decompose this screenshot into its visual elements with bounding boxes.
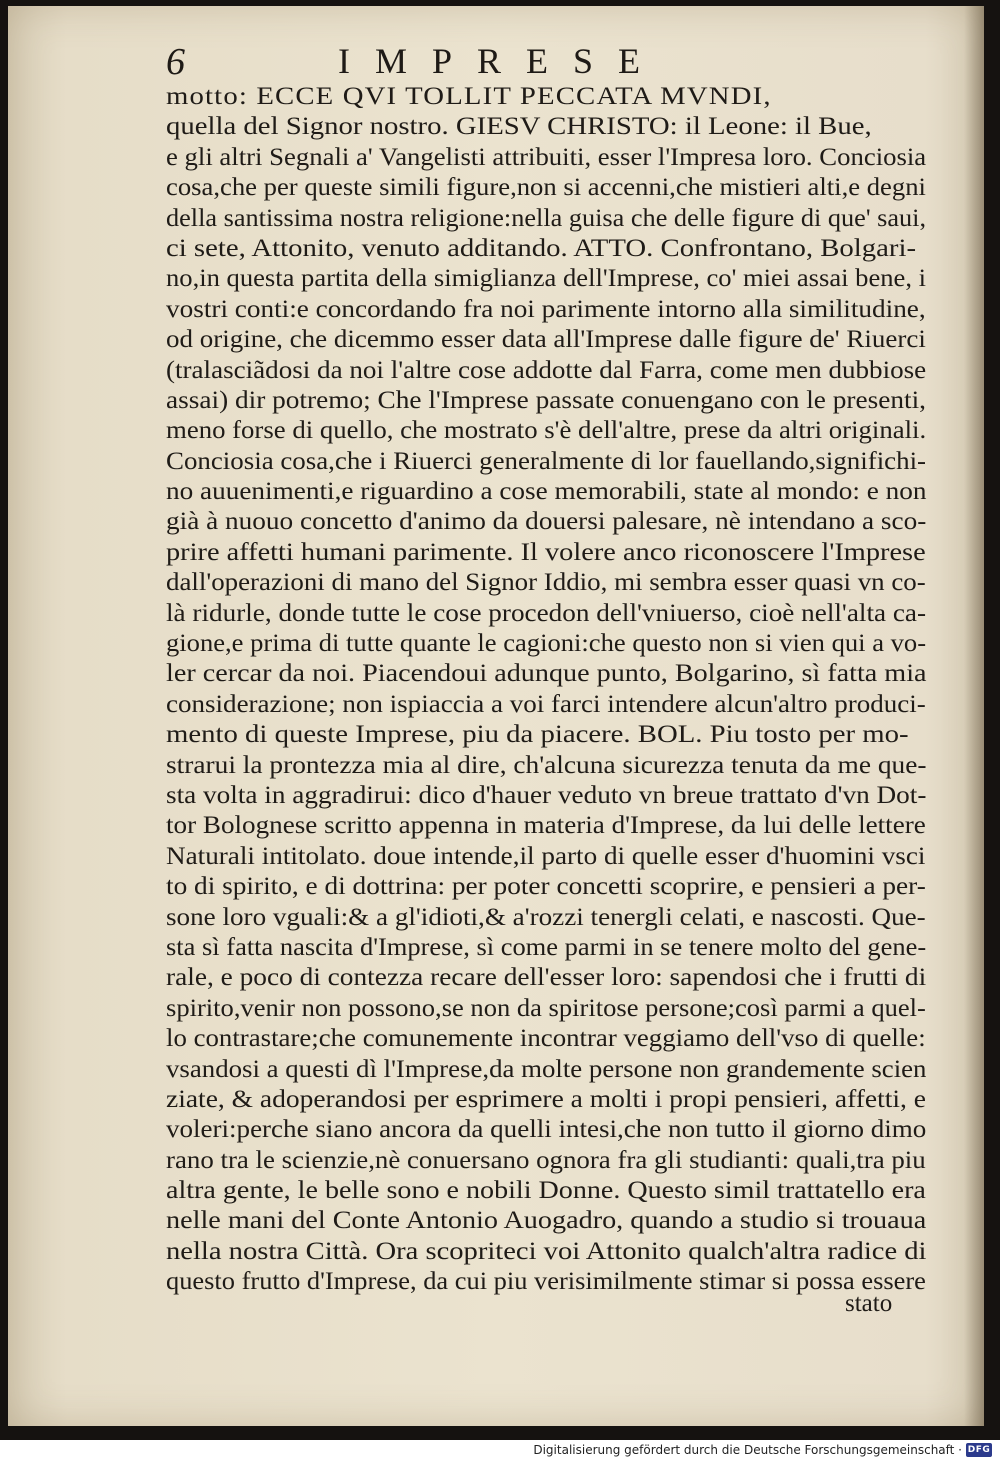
text-line: gione,e prima di tutte quante le cagioni:che questo non si vien qui a vo- [166,630,927,658]
digitization-footer [0,1440,1000,1462]
text-line: sta volta in aggradirui: dico d'hauer veduto vn breue trattato d'vn Dot- [166,781,927,809]
text-line: questo frutto d'Imprese, da cui piu verisimilmente stimar si possa essere [166,1268,926,1296]
text-line: considerazione; non ispiaccia a voi farci intendere alcun'altro produci- [166,690,926,718]
running-head: IMPRESE [338,41,666,81]
text-line: rano tra le scienzie,nè conuersano ognora fra gli studianti: quali,tra piu [166,1146,926,1174]
catchword: stato [845,1290,893,1317]
text-line: vsandosi a questi dì l'Imprese,da molte persone non grandemente scien [166,1055,927,1083]
text-line: Conciosia cosa,che i Riuerci generalmente di lor fauellando,significhi- [166,447,927,475]
text-line: voleri:perche siano ancora da quelli intesi,che non tutto il giorno dimo [166,1116,927,1144]
text-line: e gli altri Segnali a' Vangelisti attribuiti, esser l'Impresa loro. Conciosia [166,143,927,171]
text-line: là ridurle, donde tutte le cose procedon dell'vniuerso, cioè nell'alta ca- [166,599,927,627]
text-line: assai) dir potremo; Che l'Imprese passate conuengano con le presenti, [166,386,926,414]
text-line: nella nostra Città. Ora scopriteci voi Attonito qualch'altra radice di [166,1237,927,1265]
text-line: lo contrastare;che comunemente incontrar veggiamo dell'vso di quelle: [166,1025,926,1053]
text-line: della santissima nostra religione:nella guisa che delle figure di que' saui, [166,204,927,232]
text-line: quella del Signor nostro. GIESV CHRISTO: il Leone: il Bue, [166,113,872,141]
text-line: Naturali intitolato. doue intende,il parto di quelle esser d'huomini vsci [166,842,926,870]
text-line: motto: ECCE QVI TOLLIT PECCATA MVNDI, [166,83,772,110]
text-line: cosa,che per queste simili figure,non si accenni,che mistieri alti,e degni [166,174,926,202]
text-line: ziate, & adoperandosi per esprimere a molti i propi pensieri, affetti, e [166,1085,926,1113]
text-line: tor Bolognese scritto appenna in materia d'Imprese, da lui delle lettere [166,812,926,840]
text-line: nelle mani del Conte Antonio Auogadro, quando a studio si trouaua [166,1207,927,1235]
text-line: (tralasciãdosi da noi l'altre cose addotte dal Farra, come men dubbiose [166,356,927,384]
text-line: rale, e poco di contezza recare dell'esser loro: sapendosi che i frutti di [166,964,927,992]
text-line: no auuenimenti,e riguardino a cose memorabili, state al mondo: e non [166,478,927,506]
page-number: 6 [166,41,185,83]
text-line: sta sì fatta nascita d'Imprese, sì come parmi in se tenere molto del gene- [166,933,927,961]
text-line: od origine, che dicemmo esser data all'Imprese dalle figure de' Riuerci [166,326,926,354]
text-line: spirito,venir non possono,se non da spiritose persone;così parmi a quel- [166,994,926,1022]
text-line: to di spirito, e di dottrina: per poter concetti scoprire, e pensieri a per- [166,873,926,901]
text-line: prire affetti humani parimente. Il volere anco riconoscere l'Imprese [166,538,926,566]
text-line: ci sete, Attonito, venuto additando. ATTO. Confrontano, Bolgari- [166,234,917,262]
footer-credit: Digitalisierung gefördert durch die Deutsche Forschungsgemeinschaft · [533,1443,962,1457]
text-line: ler cercar da noi. Piacendoui adunque punto, Bolgarino, sì fatta mia [166,660,927,688]
text-line: strarui la prontezza mia al dire, ch'alcuna sicurezza tenuta da me que- [166,751,927,779]
text-line: no,in questa partita della simiglianza dell'Imprese, co' miei assai bene, i [166,265,927,293]
text-line: già à nuouo concetto d'animo da douersi palesare, nè intendano a sco- [166,508,927,536]
text-line: sone loro vguali:& a gl'idioti,& a'rozzi tenergli celati, e nascosti. Que- [166,903,926,931]
text-line: altra gente, le belle sono e nobili Donne. Questo simil trattatello era [166,1177,926,1205]
text-line: meno forse di quello, che mostrato s'è dell'altre, prese da altri originali. [166,417,927,445]
text-line: dall'operazioni di mano del Signor Iddio, mi sembra esser quasi vn co- [166,569,926,597]
body-text [166,82,926,1298]
text-line: mento di queste Imprese, piu da piacere. BOL. Piu tosto per mo- [166,721,909,749]
text-line: vostri conti:e concordando fra noi parimente intorno alla similitudine, [166,295,926,323]
dfg-logo-icon: DFG [967,1445,991,1455]
